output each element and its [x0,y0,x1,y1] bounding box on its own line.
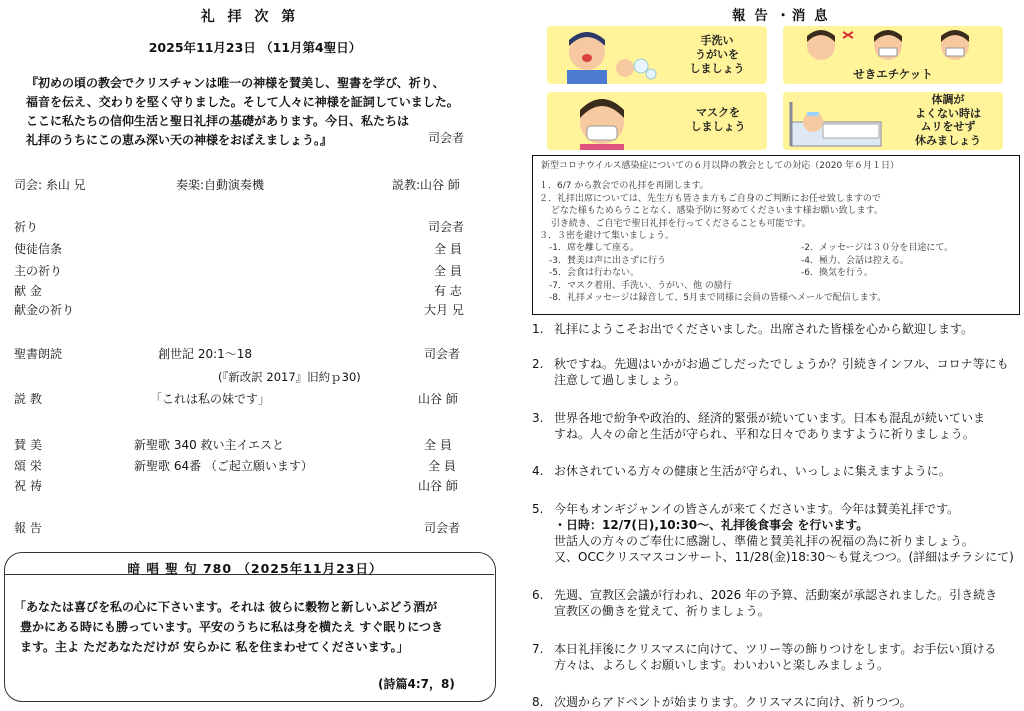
report-role: 司会者 [424,521,461,535]
news-text [554,463,951,479]
intro-line: 福音を伝え、交わりを堅く守りました。そして人々に神様を証詞していました。 [26,95,459,109]
cough-illustration [783,26,1003,66]
news-number: 7. [532,642,544,656]
memory-verse-reference: (詩篇4:7，8) [378,677,455,691]
order-role: 全 員 [434,264,462,278]
host-name: 司会: 糸山 兄 [14,178,86,192]
hymn-item: 祝 祷 [14,479,42,493]
news-text [554,587,997,619]
news-line: 秋ですね。先週はいかがお過ごしだったでしょうか？引続きインフル、コロナ等にも [554,357,1009,371]
report-item: 報 告 [14,521,42,535]
news-line: 世話人の方々のご奉仕に感謝し、準備と賛美礼拝の祝福の為に祈りましょう。 [554,534,975,548]
rest-illustration [783,92,893,150]
notice-last-line: -8．礼拝メッセージは録音して、5月まで同様に会員の皆様へメールで配信します。 [549,293,887,303]
news-line: 宣教区の働きを覚えて、祈りましょう。 [554,604,770,618]
news-number: 8. [532,695,544,709]
handwash-illustration [547,26,667,84]
card-text: せきエチケット [853,67,933,81]
measure: -7．マスク着用、手洗い、うがい、他 の励行 [549,280,732,291]
intro-line: ここに私たちの信仰生活と聖日礼拝の基礎があります。今日、私たちは [26,114,410,128]
sermon-title: 「これは私の妹です」 [150,392,271,406]
hymn-item: 頌 栄 [14,459,42,473]
rest-card [783,92,1003,150]
measure-row [539,242,954,254]
news-line: 方々は、よろしくお願いします。わいわいと楽しみましょう。 [554,658,890,672]
measure-row [539,267,899,279]
covid-notice-body [539,160,954,304]
verse-line: 豊かにある時にも勝っています。平安のうちに私は身を横たえ すぐ眠りにつき [20,620,443,634]
news-title: 報 告 ・消 息 [732,8,830,24]
hymn-role: 全 員 [428,459,456,473]
hymn-item: 賛 美 [14,438,42,452]
mask-illustration [547,92,667,150]
memory-verse-text [14,597,443,657]
reading-passage: 創世記 20:1～18 [158,347,253,361]
news-line: すね。人々の命と生活が守られ、平和な日々でありますように祈りましょう。 [554,427,975,441]
hymn-role: 全 員 [424,438,452,452]
handwash-card [547,26,767,84]
news-text [554,694,912,710]
news-text [554,501,1014,565]
news-number: 5. [532,502,544,516]
intro-line: 礼拝のうちにこの恵み深い天の神様をおぼえましょう。』 [26,133,333,147]
program-title: 礼 拝 次 第 [200,9,300,25]
card-text: 手洗い うがいを しましょう [689,34,745,75]
news-number: 4. [532,464,544,478]
bible-version: (『新改訳 2017』旧約ｐ30) [218,370,361,384]
verse-line: 「あなたは喜びを私の心に下さいます。それは 彼らに穀物と新しいぶどう酒が [14,600,438,614]
reading-role: 司会者 [424,347,461,361]
news-text [554,321,973,337]
news-line: ・日時：12/7(日),10:30～、礼拝後食事会 を行います。 [554,518,869,532]
order-item: 献 金 [14,284,42,298]
verse-line: ます。主よ ただあなただけが 安らかに 私を住まわせてくださいます。」 [20,640,409,654]
measure: -6．換気を行う。 [801,268,873,279]
notice-line: どなた様もためらうことなく、感染予防に努めてくださいます様お願い致します。 [539,206,883,217]
news-number: 1. [532,322,544,336]
news-line: 次週からアドベントが始まります。クリスマスに向け、祈りつつ。 [554,695,912,709]
news-number: 6. [532,588,544,602]
measure-row [539,255,909,267]
hymn-detail: 新聖歌 64番 （ご起立願います） [134,459,313,473]
news-line: 世界各地で紛争や政治的、経済的緊張が続いています。日本も混乱が続いていま [554,411,986,425]
notice-line: １．6/7 から教会での礼拝を再開します。 [539,181,709,192]
order-item: 主の祈り [14,264,63,278]
measure: -1．席を離して座る。 [549,243,639,254]
memory-verse-title: 暗 唱 聖 句 780 （2025年11月23日） [127,561,383,576]
cough-etiquette-card [783,26,1003,84]
measure: -2．メッセージは３０分を目途にて。 [801,243,954,254]
news-line: 礼拝にようこそお出でくださいました。出席された皆様を心から歓迎します。 [554,322,974,336]
news-number: 2. [532,357,544,371]
measure: -5．会食は行わない。 [549,268,639,279]
music-info: 奏楽:自動演奏機 [176,178,265,192]
news-text [554,410,985,442]
measure: -4．極力、会話は控える。 [801,255,909,266]
news-line: 又、OCCクリスマスコンサート、11/28(金)18:30～も覚えつつ。(詳細はチラシにて) [554,550,1014,564]
intro-line: 『初めの頃の教会でクリスチャンは唯一の神様を賛美し、聖書を学び、祈り、 [26,76,445,90]
news-text [554,356,1009,388]
news-number: 3. [532,411,544,425]
order-item: 献金の祈り [14,303,75,317]
sermon-role: 山谷 師 [418,392,458,406]
news-line: 注意して過しましょう。 [554,373,687,387]
measure: -3．賛美は声に出さずに行う [549,255,666,266]
preacher-name: 説教:山谷 師 [392,178,460,192]
order-item: 祈り [14,220,39,234]
mask-card [547,92,767,150]
news-line: お休されている方々の健康と生活が守られ、いっしょに集えますように。 [554,464,951,478]
news-line: 先週、宣教区会議が行われ、2026 年の予算、活動案が承認されました。引き続き [554,588,998,602]
service-date: 2025年11月23日 （11月第4聖日） [148,40,362,55]
call-to-worship [26,74,496,150]
notice-line: ２．礼拝出席については、先生方も皆さま方もご自身のご判断にお任せ致しますので [539,193,881,204]
card-text: マスクを しましょう [690,106,746,133]
notice-heading: 新型コロナウイルス感染症についての６月以降の教会としての対応（2020 年６月１日） [541,161,900,171]
order-role: 全 員 [434,242,462,256]
sermon-item: 説 教 [14,392,42,406]
hymn-detail: 新聖歌 340 救い主イエスと [134,438,285,452]
order-role: 司会者 [428,220,465,234]
hymn-role: 山谷 師 [418,479,458,493]
order-item: 使徒信条 [14,242,63,256]
notice-line: ３．３密を避けて集いましょう。 [539,231,675,242]
news-line: 本日礼拝後にクリスマスに向けて、ツリー等の飾りつけをします。お手伝い頂ける [554,642,997,656]
card-text: 体調が よくない時は ムリをせず 休みましょう [915,93,981,147]
news-text [554,641,996,673]
covid-notice [532,155,1020,315]
order-role: 有 志 [434,284,462,298]
intro-role: 司会者 [428,131,465,145]
news-line: 今年もオンギジャンイの皆さんが来てくださいます。今年は賛美礼拝です。 [554,502,960,516]
reading-item: 聖書朗読 [14,347,63,361]
notice-line: 引き続き、ご自宅で聖日礼拝を行ってくださることも可能です。 [539,218,811,229]
order-role: 大月 兄 [424,303,464,317]
measure-row [539,280,899,292]
